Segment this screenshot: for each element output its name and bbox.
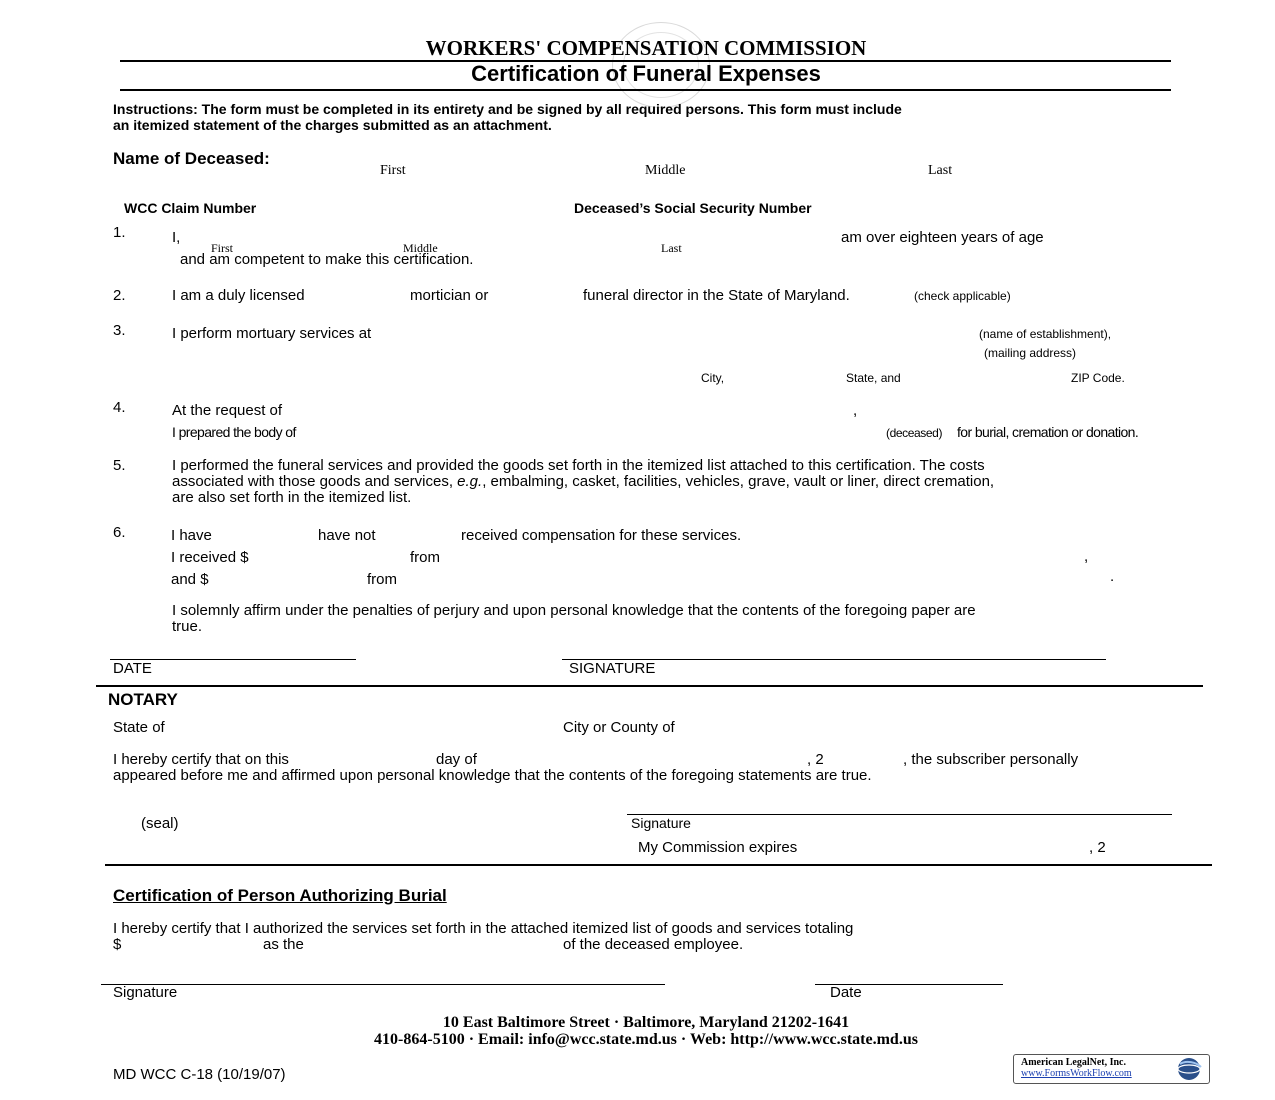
notary-day-of: day of [436, 751, 477, 768]
claim-number-label: WCC Claim Number [124, 200, 257, 216]
item-4-deceased-caption: (deceased) [886, 426, 943, 440]
item-3-city-caption: City, [701, 371, 725, 385]
item-5-line-1: I performed the funeral services and provided the goods set forth in the itemized list attached to this certification. The costs [172, 457, 985, 474]
footer-address: 10 East Baltimore Street · Baltimore, Maryland 21202-1641 [442, 1014, 850, 1031]
item-3-mailing-caption: (mailing address) [984, 346, 1077, 360]
burial-of-deceased: of the deceased employee. [563, 936, 744, 953]
item-1-first-caption: First [211, 241, 234, 255]
item-6-have-option[interactable]: I have [171, 527, 212, 544]
instructions-line-1: Instructions: The form must be completed in its entirety and be signed by all required persons. This form must include [113, 101, 902, 117]
notary-expires-year: , 2 [1089, 839, 1106, 856]
item-6-compensation-text: received compensation for these services. [461, 527, 742, 544]
notary-subscriber-text: , the subscriber personally [903, 751, 1079, 768]
item-3-state-caption: State, and [846, 371, 901, 385]
burial-date-label: Date [830, 984, 862, 1001]
item-5-line-2: associated with those goods and services, e.g., embalming, casket, facilities, vehicles, grave, vault or liner, direct cremation, [172, 473, 995, 490]
globe-icon [1174, 1056, 1204, 1082]
signature-label: SIGNATURE [569, 660, 656, 677]
notary-cert-line-2: appeared before me and affirmed upon personal knowledge that the contents of the foregoing statements are true. [113, 767, 872, 784]
item-6-have-not-option[interactable]: have not [318, 527, 376, 544]
item-3-establishment-caption: (name of establishment), [979, 327, 1112, 341]
deceased-name-label: Name of Deceased: [113, 149, 270, 168]
burial-title: Certification of Person Authorizing Burial [113, 886, 447, 905]
burial-signature-label: Signature [113, 984, 178, 1001]
item-6-from-text-2: from [367, 571, 397, 588]
item-4-request-text: At the request of [172, 402, 283, 419]
deceased-middle-caption: Middle [645, 163, 686, 178]
logo-company-name: American LegalNet, Inc. [1021, 1057, 1126, 1068]
page-title: Certification of Funeral Expenses [471, 61, 821, 86]
item-2-number: 2. [113, 287, 126, 304]
burial-dollar: $ [113, 936, 122, 953]
notary-divider [96, 685, 1203, 687]
item-6-number: 6. [113, 524, 126, 541]
item-4-burial-text: for burial, cremation or donation. [957, 424, 1139, 440]
item-6-from-text-1: from [410, 549, 440, 566]
notary-signature-line[interactable] [627, 814, 1172, 815]
item-6-comma: , [1084, 548, 1089, 565]
notary-state-label: State of [113, 719, 165, 736]
item-3-mortuary-text: I perform mortuary services at [172, 325, 372, 342]
affirm-line-2: true. [172, 618, 203, 635]
item-6-received-text: I received $ [171, 549, 249, 566]
notary-signature-label: Signature [631, 815, 691, 831]
notary-county-label: City or County of [563, 719, 675, 736]
item-6-period: . [1110, 568, 1115, 585]
item-1-number: 1. [113, 224, 126, 241]
item-3-zip-caption: ZIP Code. [1071, 371, 1125, 385]
american-legalnet-logo[interactable] [1013, 1054, 1210, 1084]
item-2-mortician-option[interactable]: mortician or [410, 287, 489, 304]
burial-cert-line-1: I hereby certify that I authorized the services set forth in the attached itemized list of goods and services totaling [113, 920, 854, 937]
burial-as-the: as the [263, 936, 304, 953]
notary-cert-text: I hereby certify that on this [113, 751, 289, 768]
item-5-line-3: are also set forth in the itemized list. [172, 489, 412, 506]
date-label: DATE [113, 660, 152, 677]
item-6-and-text: and $ [171, 571, 209, 588]
header-rule-bottom [120, 89, 1171, 91]
footer-contact: 410-864-5100 · Email: info@wcc.state.md.us · Web: http://www.wcc.state.md.us [374, 1031, 918, 1048]
notary-title: NOTARY [108, 690, 178, 709]
org-name: WORKERS' COMPENSATION COMMISSION [425, 36, 867, 60]
deceased-first-caption: First [380, 163, 406, 178]
affirm-line-1: I solemnly affirm under the penalties of perjury and upon personal knowledge that the contents of the foregoing paper are [172, 602, 976, 619]
item-2-funeral-director-option[interactable]: funeral director in the State of Maryland. [583, 287, 850, 304]
burial-divider [105, 864, 1212, 866]
notary-expires-label: My Commission expires [638, 839, 798, 856]
burial-signature-line[interactable] [101, 984, 665, 985]
logo-url[interactable]: www.FormsWorkFlow.com [1021, 1068, 1132, 1079]
item-2-licensed-text: I am a duly licensed [172, 287, 305, 304]
item-4-number: 4. [113, 399, 126, 416]
notary-seal-label: (seal) [141, 815, 179, 832]
form-id: MD WCC C-18 (10/19/07) [113, 1066, 286, 1083]
item-4-comma: , [853, 402, 858, 419]
ssn-label: Deceased’s Social Security Number [574, 200, 812, 216]
item-3-number: 3. [113, 322, 126, 339]
item-5-number: 5. [113, 457, 126, 474]
deceased-last-caption: Last [928, 163, 953, 178]
instructions-line-2: an itemized statement of the charges submitted as an attachment. [113, 117, 552, 133]
item-1-middle-caption: Middle [403, 241, 438, 255]
item-1-competent-text: and am competent to make this certification. [180, 251, 474, 268]
item-2-check-note: (check applicable) [914, 289, 1011, 303]
item-1-age-text: am over eighteen years of age [841, 229, 1044, 246]
item-1-last-caption: Last [661, 241, 682, 255]
item-4-prepared-text: I prepared the body of [172, 424, 296, 440]
notary-year-prefix: , 2 [807, 751, 824, 768]
item-1-i: I, [172, 229, 181, 246]
